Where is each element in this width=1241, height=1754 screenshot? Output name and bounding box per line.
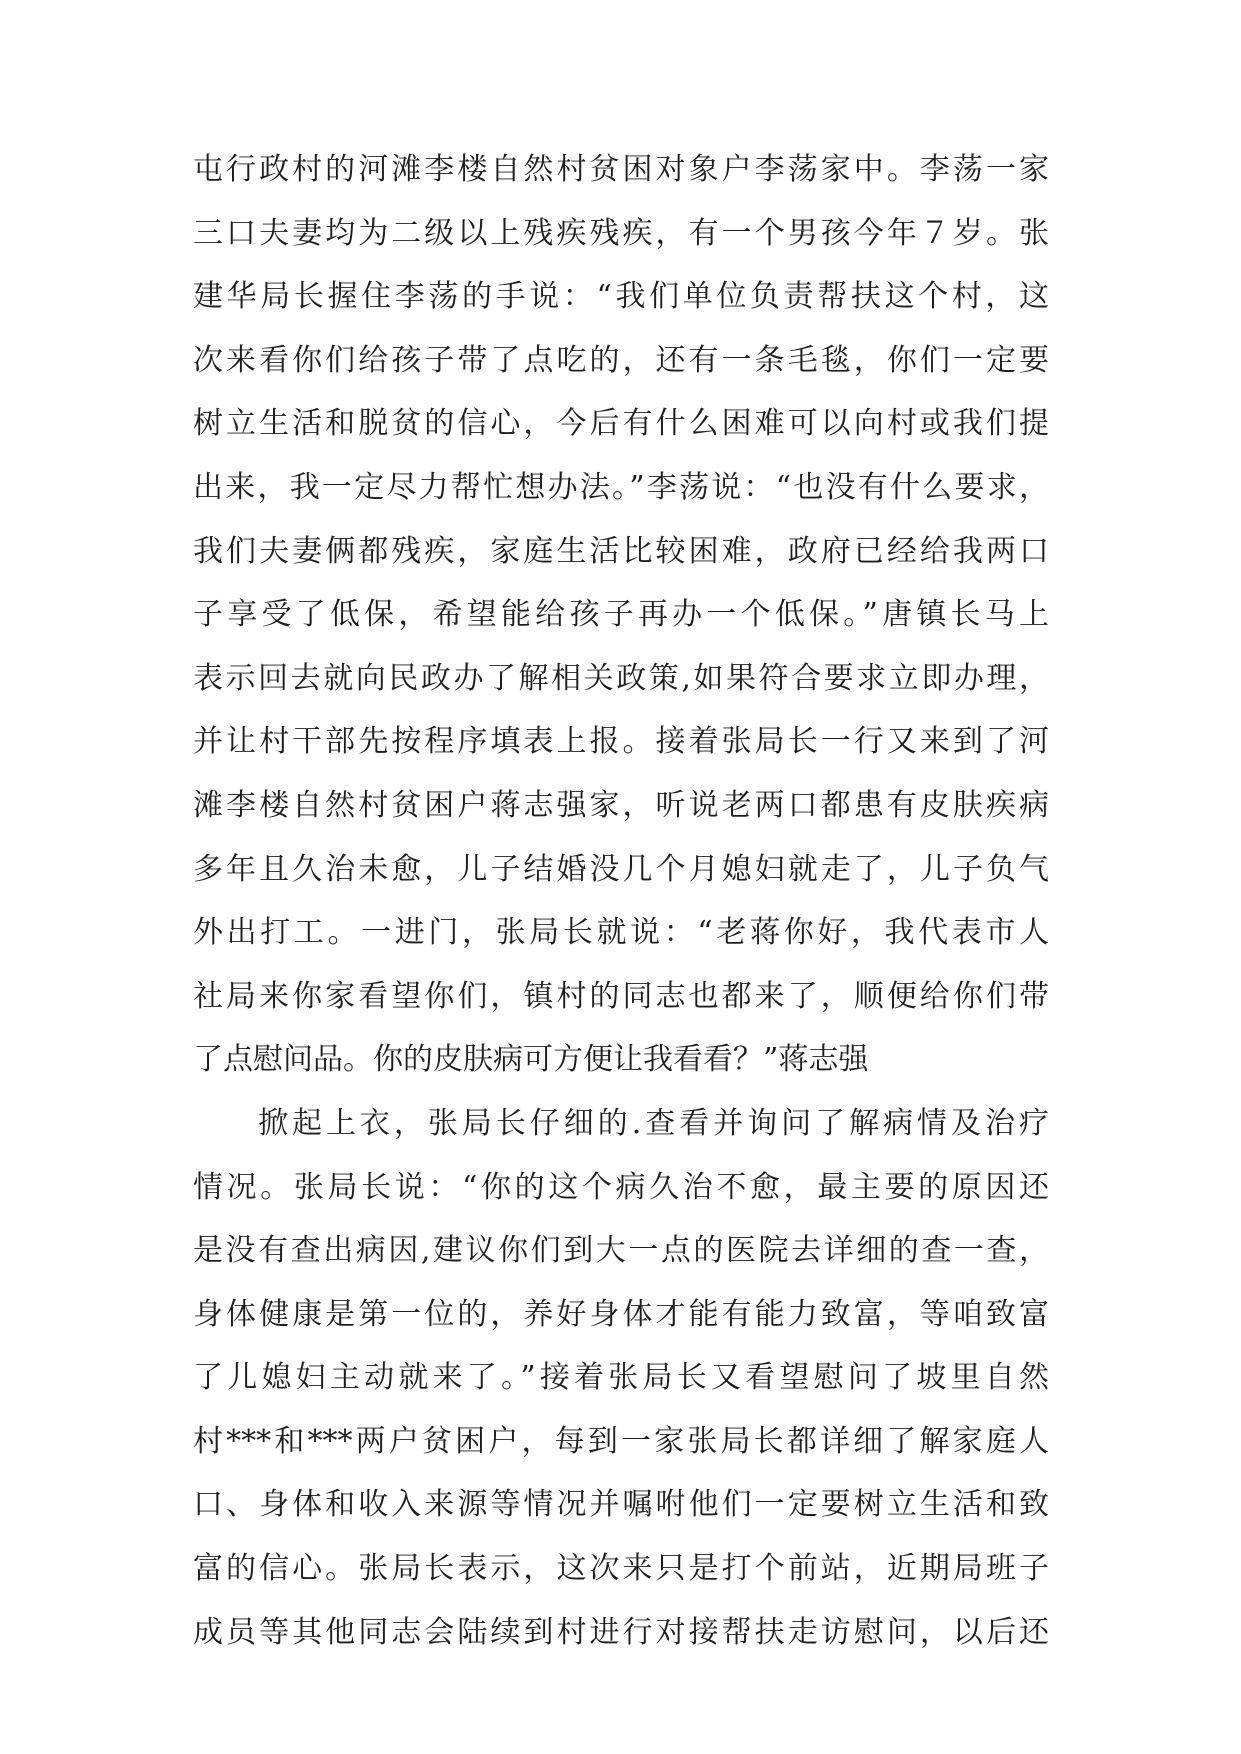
text-line: 口、身体和收入来源等情况并嘱咐他们一定要树立生活和致 — [193, 1487, 1049, 1523]
text-line: 出来，我一定尽力帮忙想办法。”李荡说：“也没有什么要求， — [193, 469, 1049, 505]
paragraph-2 — [193, 1092, 1049, 1664]
paragraph-1 — [193, 138, 1049, 1092]
text-line: 屯行政村的河滩李楼自然村贫困对象户李荡家中。李荡一家 — [193, 152, 1049, 187]
text-line: 掀起上衣，张局长仔细的.查看并询问了解病情及治疗 — [258, 1105, 1049, 1141]
text-line: 滩李楼自然村贫困户蒋志强家，听说老两口都患有皮肤疾病 — [193, 787, 1049, 823]
text-line: 富的信心。张局长表示，这次来只是打个前站，近期局班子 — [193, 1551, 1049, 1587]
text-line: 建华局长握住李荡的手说：“我们单位负责帮扶这个村，这 — [193, 279, 1049, 315]
text-line: 我们夫妻俩都残疾，家庭生活比较困难，政府已经给我两口 — [193, 533, 1049, 569]
text-line: 子享受了低保，希望能给孩子再办一个低保。”唐镇长马上 — [193, 597, 1049, 633]
text-line: 身体健康是第一位的，养好身体才能有能力致富，等咱致富 — [193, 1296, 1049, 1332]
text-line: 村***和***两户贫困户，每到一家张局长都详细了解家庭人 — [193, 1423, 1049, 1459]
text-line: 三口夫妻均为二级以上残疾残疾，有一个男孩今年７岁。张 — [193, 215, 1049, 251]
text-line: 表示回去就向民政办了解相关政策,如果符合要求立即办理， — [193, 660, 1049, 696]
text-line: 了点慰问品。你的皮肤病可方便让我看看？”蒋志强 — [193, 1042, 869, 1078]
text-line: 多年且久治未愈，儿子结婚没几个月媳妇就走了，儿子负气 — [193, 851, 1049, 887]
text-line: 并让村干部先按程序填表上报。接着张局长一行又来到了河 — [193, 724, 1049, 760]
text-line: 是没有查出病因,建议你们到大一点的医院去详细的查一查， — [193, 1233, 1049, 1269]
text-line: 树立生活和脱贫的信心，今后有什么困难可以向村或我们提 — [193, 406, 1049, 442]
body-text — [193, 138, 1049, 1664]
text-line: 了儿媳妇主动就来了。”接着张局长又看望慰问了坡里自然 — [193, 1360, 1049, 1396]
text-line: 情况。张局长说：“你的这个病久治不愈，最主要的原因还 — [193, 1169, 1049, 1205]
text-line: 成员等其他同志会陆续到村进行对接帮扶走访慰问，以后还 — [193, 1614, 1049, 1650]
text-line: 外出打工。一进门，张局长就说：“老蒋你好，我代表市人 — [193, 915, 1049, 951]
text-line: 次来看你们给孩子带了点吃的，还有一条毛毯，你们一定要 — [193, 342, 1049, 378]
text-line: 社局来你家看望你们，镇村的同志也都来了，顺便给你们带 — [193, 978, 1049, 1014]
